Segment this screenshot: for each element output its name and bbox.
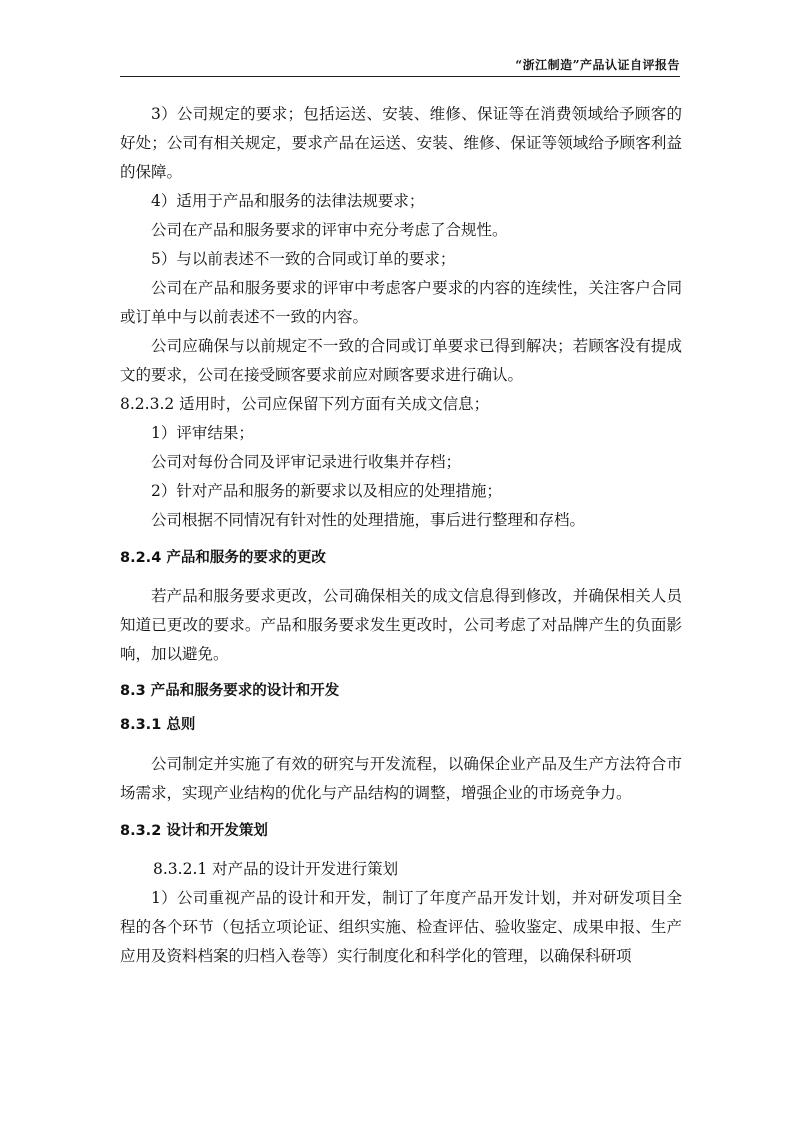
header-divider [120,76,680,77]
paragraph-item-3: 3）公司规定的要求；包括运送、安装、维修、保证等在消费领域给予顾客的好处；公司有相关规定，要求产品在运送、安装、维修、保证等领域给予顾客利益的保障。 [120,105,682,181]
paragraph-item-4: 4）适用于产品和服务的法律法规要求； [151,192,425,210]
paragraph-new-requirements: 2）针对产品和服务的新要求以及相应的处理措施； [151,482,502,500]
page-header-title: “浙江制造”产品认证自评报告 [515,58,680,72]
paragraph-8-3-2-1: 8.3.2.1 对产品的设计开发进行策划 [153,860,399,878]
paragraph-general: 公司制定并实施了有效的研究与开发流程，以确保企业产品及生产方法符合市场需求，实现产业结构的优化与产品结构的调整，增强企业的市场竞争力。 [120,755,682,802]
heading-8-2-4: 8.2.4 产品和服务的要求的更改 [120,550,326,566]
paragraph-archive: 公司对每份合同及评审记录进行收集并存档； [151,453,462,471]
paragraph-compliance: 公司在产品和服务要求的评审中充分考虑了合规性。 [151,221,508,239]
paragraph-design-planning: 1）公司重视产品的设计和开发，制订了年度产品开发计划，并对研发项目全程的各个环节（包括立项论证、组织实施、检查评估、验收鉴定、成果申报、生产应用及资料档案的归档入卷等）实行制度化和科学化的管理，以确保科研项 [120,889,682,965]
paragraph-8-2-3-2: 8.2.3.2 适用时，公司应保留下列方面有关成文信息； [120,395,490,413]
paragraph-review-results: 1）评审结果； [151,424,254,442]
heading-8-3-2: 8.3.2 设计和开发策划 [120,823,268,839]
paragraph-changes: 若产品和服务要求更改，公司确保相关的成文信息得到修改，并确保相关人员知道已更改的要求。产品和服务要求发生更改时，公司考虑了对品牌产生的负面影响，加以避免。 [120,587,682,663]
paragraph-measures: 公司根据不同情况有针对性的处理措施，事后进行整理和存档。 [151,511,586,529]
paragraph-continuity: 公司在产品和服务要求的评审中考虑客户要求的内容的连续性，关注客户合同或订单中与以前表述不一致的内容。 [120,279,682,326]
paragraph-resolution: 公司应确保与以前规定不一致的合同或订单要求已得到解决；若顾客没有提成文的要求，公司在接受顾客要求前应对顾客要求进行确认。 [120,337,682,384]
heading-8-3-1: 8.3.1 总则 [120,717,196,733]
document-body [120,100,682,971]
paragraph-item-5: 5）与以前表述不一致的合同或订单的要求； [151,250,456,268]
heading-8-3: 8.3 产品和服务要求的设计和开发 [120,683,340,699]
